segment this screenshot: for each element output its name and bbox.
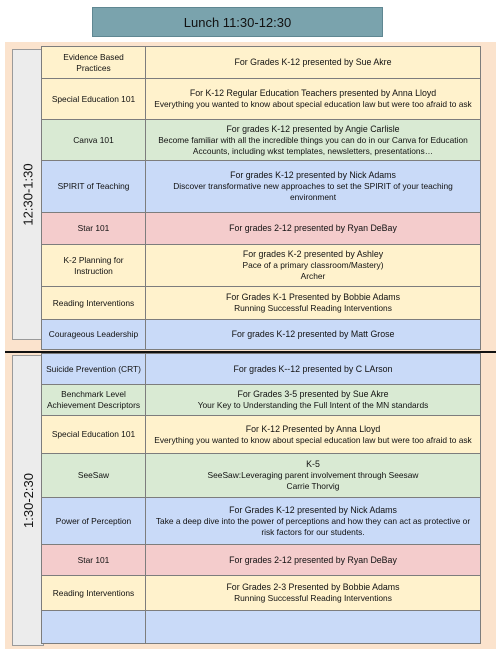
- session-line: For Grades K-12 presented by Sue Akre: [234, 57, 392, 67]
- session-line: Archer: [300, 271, 326, 281]
- session-line: For grades 2-12 presented by Ryan DeBay: [229, 223, 397, 233]
- session-description: [146, 354, 480, 384]
- session-line: Running Successful Reading Interventions: [234, 303, 392, 313]
- session-row: [41, 385, 481, 416]
- session-description: [146, 576, 480, 610]
- session-description: [146, 320, 480, 349]
- session-name: Special Education 101: [42, 79, 146, 119]
- session-row: [41, 287, 481, 320]
- session-row: [41, 161, 481, 213]
- session-description: [146, 120, 480, 160]
- session-name: Suicide Prevention (CRT): [42, 354, 146, 384]
- session-description: [146, 287, 480, 319]
- session-row: [41, 576, 481, 611]
- time-block-label-130: [12, 355, 44, 646]
- time-block-130-text: 1:30-2:30: [20, 473, 36, 528]
- session-description: [146, 545, 480, 575]
- session-line: For K-12 Presented by Anna Lloyd: [245, 423, 381, 434]
- session-name: Canva 101: [42, 120, 146, 160]
- session-line: For grades K-12 presented by Matt Grose: [231, 329, 395, 339]
- session-row: [41, 79, 481, 120]
- session-line: K-5: [306, 459, 320, 469]
- session-line: For Grades 3-5 presented by Sue Akre: [237, 389, 389, 399]
- session-line: Discover transformative new approaches to set the SPIRIT of your teaching environment: [173, 181, 453, 202]
- session-line: For grades K-12 presented by Nick Adams: [230, 170, 396, 180]
- session-line: For grades 2-12 presented by Ryan DeBay: [229, 554, 397, 565]
- session-row: [41, 213, 481, 245]
- session-description: [146, 611, 480, 643]
- session-row: [41, 353, 481, 385]
- session-line: Carrie Thorvig: [286, 481, 340, 491]
- session-line: For Grades 2-3 Presented by Bobbie Adams: [226, 582, 400, 592]
- session-line: Take a deep dive into the power of perceptions and how they can act as protective or risk factors for our students.: [155, 515, 471, 537]
- session-name: SPIRIT of Teaching: [42, 161, 146, 212]
- session-description: [146, 245, 480, 286]
- session-line: Everything you wanted to know about special education law but were too afraid to ask: [154, 434, 472, 445]
- session-name: Benchmark Level Achievement Descriptors: [42, 385, 146, 415]
- session-row: [41, 245, 481, 287]
- lunch-banner: [92, 7, 383, 37]
- session-name: Star 101: [42, 545, 146, 575]
- session-name: Power of Perception: [42, 498, 146, 544]
- session-name: [42, 611, 146, 643]
- session-line: Everything you wanted to know about special education law but were too afraid to ask: [154, 99, 472, 109]
- session-line: Pace of a primary classroom/Mastery): [242, 260, 384, 270]
- session-name: K-2 Planning for Instruction: [42, 245, 146, 286]
- session-name: SeeSaw: [42, 454, 146, 497]
- session-description: [146, 47, 480, 78]
- session-line: For grades K-12 presented by Angie Carlisle: [226, 123, 400, 134]
- session-line: For K-12 Regular Education Teachers presented by Anna Lloyd: [189, 88, 437, 98]
- session-description: [146, 498, 480, 544]
- session-line: For Grades K-12 presented by Nick Adams: [229, 504, 397, 515]
- session-description: [146, 416, 480, 453]
- session-line: SeeSaw:Leveraging parent involvement through Seesaw: [207, 470, 419, 480]
- session-line: For grades K--12 presented by C LArson: [233, 363, 393, 374]
- schedule-board: [5, 42, 496, 649]
- session-line: Running Successful Reading Interventions: [234, 593, 392, 603]
- lunch-title: Lunch 11:30-12:30: [183, 14, 292, 30]
- session-name: Reading Interventions: [42, 576, 146, 610]
- session-row: [41, 611, 481, 644]
- session-row: [41, 120, 481, 161]
- session-name: Evidence Based Practices: [42, 47, 146, 78]
- time-block-1230-text: 12:30-1:30: [20, 163, 36, 226]
- session-row: [41, 416, 481, 454]
- session-row: [41, 545, 481, 576]
- session-name: Special Education 101: [42, 416, 146, 453]
- session-line: For grades K-2 presented by Ashley: [242, 249, 384, 259]
- session-description: [146, 454, 480, 497]
- session-line: Become familiar with all the incredible things you can do in our Canva for Education Accounts, including wkst templates, newsletters, presentations…: [158, 134, 468, 156]
- session-row: [41, 498, 481, 545]
- session-row: [41, 320, 481, 350]
- time-block-label-1230: [12, 49, 44, 340]
- session-name: Reading Interventions: [42, 287, 146, 319]
- session-description: [146, 79, 480, 119]
- session-description: [146, 385, 480, 415]
- session-name: Star 101: [42, 213, 146, 244]
- session-name: Courageous Leadership: [42, 320, 146, 349]
- session-line: Your Key to Understanding the Full Intent of the MN standards: [197, 400, 429, 410]
- session-description: [146, 213, 480, 244]
- session-row: [41, 46, 481, 79]
- session-description: [146, 161, 480, 212]
- session-line: For Grades K-1 Presented by Bobbie Adams: [225, 292, 401, 302]
- session-row: [41, 454, 481, 498]
